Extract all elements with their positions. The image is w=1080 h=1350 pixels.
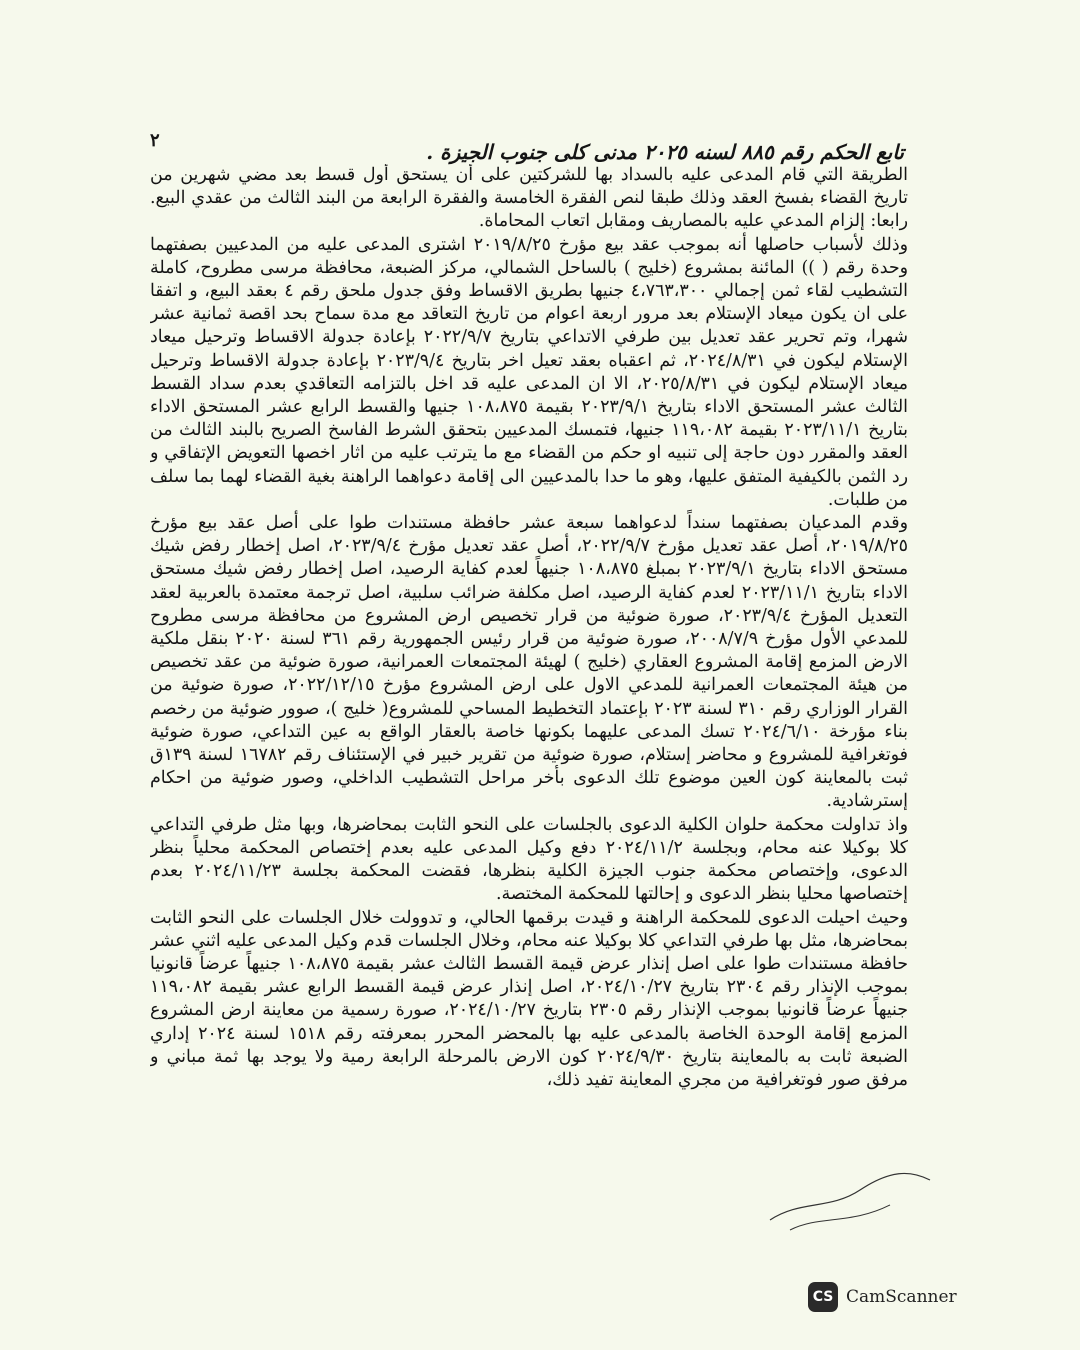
camscanner-logo-icon: CS [808,1282,838,1312]
paragraph: وقدم المدعيان بصفتهما سنداً لدعواهما سبعة عشر حافظة مستندات طوا على أصل عقد بيع مؤرخ ٢٠١٩/٨/٢٥، أصل عقد تعديل مؤرخ ٢٠٢٢/٩/٧، أصل عقد تعديل مؤرخ ٢٠٢٣/٩/٤، اصل إخطار رفض شيك مستحق الاداء بتاريخ ٢٠٢٣/٩/١ بمبلغ ١٠٨،٨٧٥ جنيهاً لعدم كفاية الرصيد، اصل إخطار رفض شيك مستحق الاداء بتاريخ ٢٠٢٣/١١/١ لعدم كفاية الرصيد، اصل مكلفة ضرائب سلبية، اصل ترجمة معتمدة بالعربية لعقد التعديل المؤرخ ٢٠٢٣/٩/٤، صورة ضوئية من قرار تخصيص ارض المشروع من محافظة مرسى مطروح للمدعي الأول مؤرخ ٢٠٠٨/٧/٩، صورة ضوئية من قرار رئيس الجمهورية رقم ٣٦١ لسنة ٢٠٢٠ بنقل ملكية الارض المزمع إقامة المشروع العقاري (خليج ) لهيئة المجتمعات العمرانية، صورة ضوئية من عقد تخصيص من هيئة المجتمعات العمرانية للمدعي الاول على ارض المشروع مؤرخ ٢٠٢٢/١٢/١٥، صورة ضوئية من القرار الوزاري رقم ٣١٠ لسنة ٢٠٢٣ بإعتماد التخطيط المساحي للمشروع( خليج )، صوور ضوئية من رخصم بناء مؤرخة ٢٠٢٤/٦/١٠ تسك المدعى عليهما بكونها خاصة بالعقار الواقع به عين التداعي، صورة ضوئية فوتغرافية للمشروع و محاضر إستلام، صورة ضوئية من تقرير خبير في الإستئناف رقم ١٦٧٨٢ لسنة ١٣٩ق ثبت بالمعاينة كون العين موضوع تلك الدعوى بأخر مراحل التشطيب الداخلي، وصور ضوئية من احكام إسترشادية. [150,513,908,812]
judgment-body [150,164,908,1249]
camscanner-label: CamScanner [846,1287,957,1307]
paragraph: واذ تداولت محكمة حلوان الكلية الدعوى بالجلسات على النحو الثابت بمحاضرها، وبها مثل طرفي التداعي كلا بوكيلا عنه محام، وبجلسة ٢٠٢٤/١١/٢ دفع وكيل المدعى عليه بعدم إختصاص المحكمة محلياً بنظر الدعوى، وإختصاص محكمة جنوب الجيزة الكلية بنظرها، فقضت المحكمة بجلسة ٢٠٢٤/١١/٢٣ بعدم إختصاصها محليا بنظر الدعوى و إحالتها للمحكمة المختصة. [150,814,908,905]
paragraph: الطريقة التي قام المدعى عليه بالسداد بها للشركتين على أن يستحق أول قسط بعد مضي شهرين من تاريخ القضاء بفسخ العقد وذلك طبقا لنص الفقرة الخامسة والفقرة الرابعة من البند الثالث من عقدي البيع. رابعا: إلزام المدعي عليه بالمصاريف ومقابل اتعاب المحاماة. [150,165,908,232]
page-number: ٢ [150,130,160,151]
paragraph: وحيث احيلت الدعوى للمحكمة الراهنة و قيدت برقمها الحالي، و تدوولت خلال الجلسات على النحو الثابت بمحاضرها، مثل بها طرفي التداعي كلا بوكيلا عنه محام، وخلال الجلسات قدم وكيل المدعى عليه اثني عشر حافظة مستندات طوا على اصل إنذار عرض قيمة القسط الثالث عشر بقيمة ١٠٨،٨٧٥ جنيهاً عرضاً قانونيا بموجب الإنذار رقم ٢٣٠٤ بتاريخ ٢٠٢٤/١٠/٢٧، اصل إنذار عرض قيمة القسط الرابع عشر بقيمة ١١٩،٠٨٢ جنيهاً عرضاً قانونيا بموجب الإنذار رقم ٢٣٠٥ بتاريخ ٢٠٢٤/١٠/٢٧، صورة رسمية من معاينة ارض المشروع المزمع إقامة الوحدة الخاصة بالمدعى عليه بها بالمحضر المحرر بمعرفته رقم ١٥١٨ لسنة ٢٠٢٤ إداري الضبعة ثابت به بالمعاينة بتاريخ ٢٠٢٤/٩/٣٠ كون الارض بالمرحلة الرابعة رمية ولا يوجد بها ثمة مباني و مرفق صور فوتغرافية من مجري المعاينة تفيد ذلك، [150,907,908,1090]
camscanner-watermark [808,1282,957,1312]
judgment-header: تابع الحكم رقم ٨٨٥ لسنه ٢٠٢٥ مدنى كلى جنوب الجيزة . [426,140,904,164]
paragraph: وذلك لأسباب حاصلها أنه بموجب عقد بيع مؤرخ ٢٠١٩/٨/٢٥ اشترى المدعى عليه من المدعيين بصفتهما وحدة رقم ( )) المائنة بمشروع (خليج ) بالساحل الشمالي، مركز الضبعة، محافظة مرسى مطروح، كاملة التشطيب لقاء ثمن إجمالي ٤،٧٦٣،٣٠٠ جنيها بطريق الاقساط وفق جدول ملحق رقم ٤ بعقد البيع، و اتفقا على ان يكون ميعاد الإستلام بعد مرور اربعة اعوام من تاريخ التعاقد مع مدة سماح بحد اقصة ثمانية عشر شهرا، وتم تحرير عقد تعديل بين طرفي الاتداعي بتاريخ ٢٠٢٢/٩/٧ بإعادة جدولة الاقساط وترحيل ميعاد الإستلام ليكون في ٢٠٢٤/٨/٣١، ثم اعقباه بعقد تعيل اخر بتاريخ ٢٠٢٣/٩/٤ بإعادة جدولة الاقساط وترحيل ميعاد الإستلام ليكون في ٢٠٢٥/٨/٣١، الا ان المدعى عليه قد اخل بالتزامه التعاقدي بعدم سداد القسط الثالث عشر المستحق الاداء بتاريخ ٢٠٢٣/٩/١ بقيمة ١٠٨،٨٧٥ جنيها والقسط الرابع عشر المستحق الاداء بتاريخ ٢٠٢٣/١١/١ بقيمة ١١٩،٠٨٢ جنيها، فتمسك المدعيين بتحقق الشرط الفاسخ الصريح بالبند الثالث من العقد والمقرر دون حاجة إلى تنبيه او حكم من القضاء مع ما يترتب عليه من اثار اخصها التعويض الإتفاقي و رد الثمن بالكيفية المتفق عليها، وهو ما حدا بالمدعيين الى إقامة دعواهما الراهنة بغية القضاء لهما بما سلف من طلبات. [150,234,908,510]
